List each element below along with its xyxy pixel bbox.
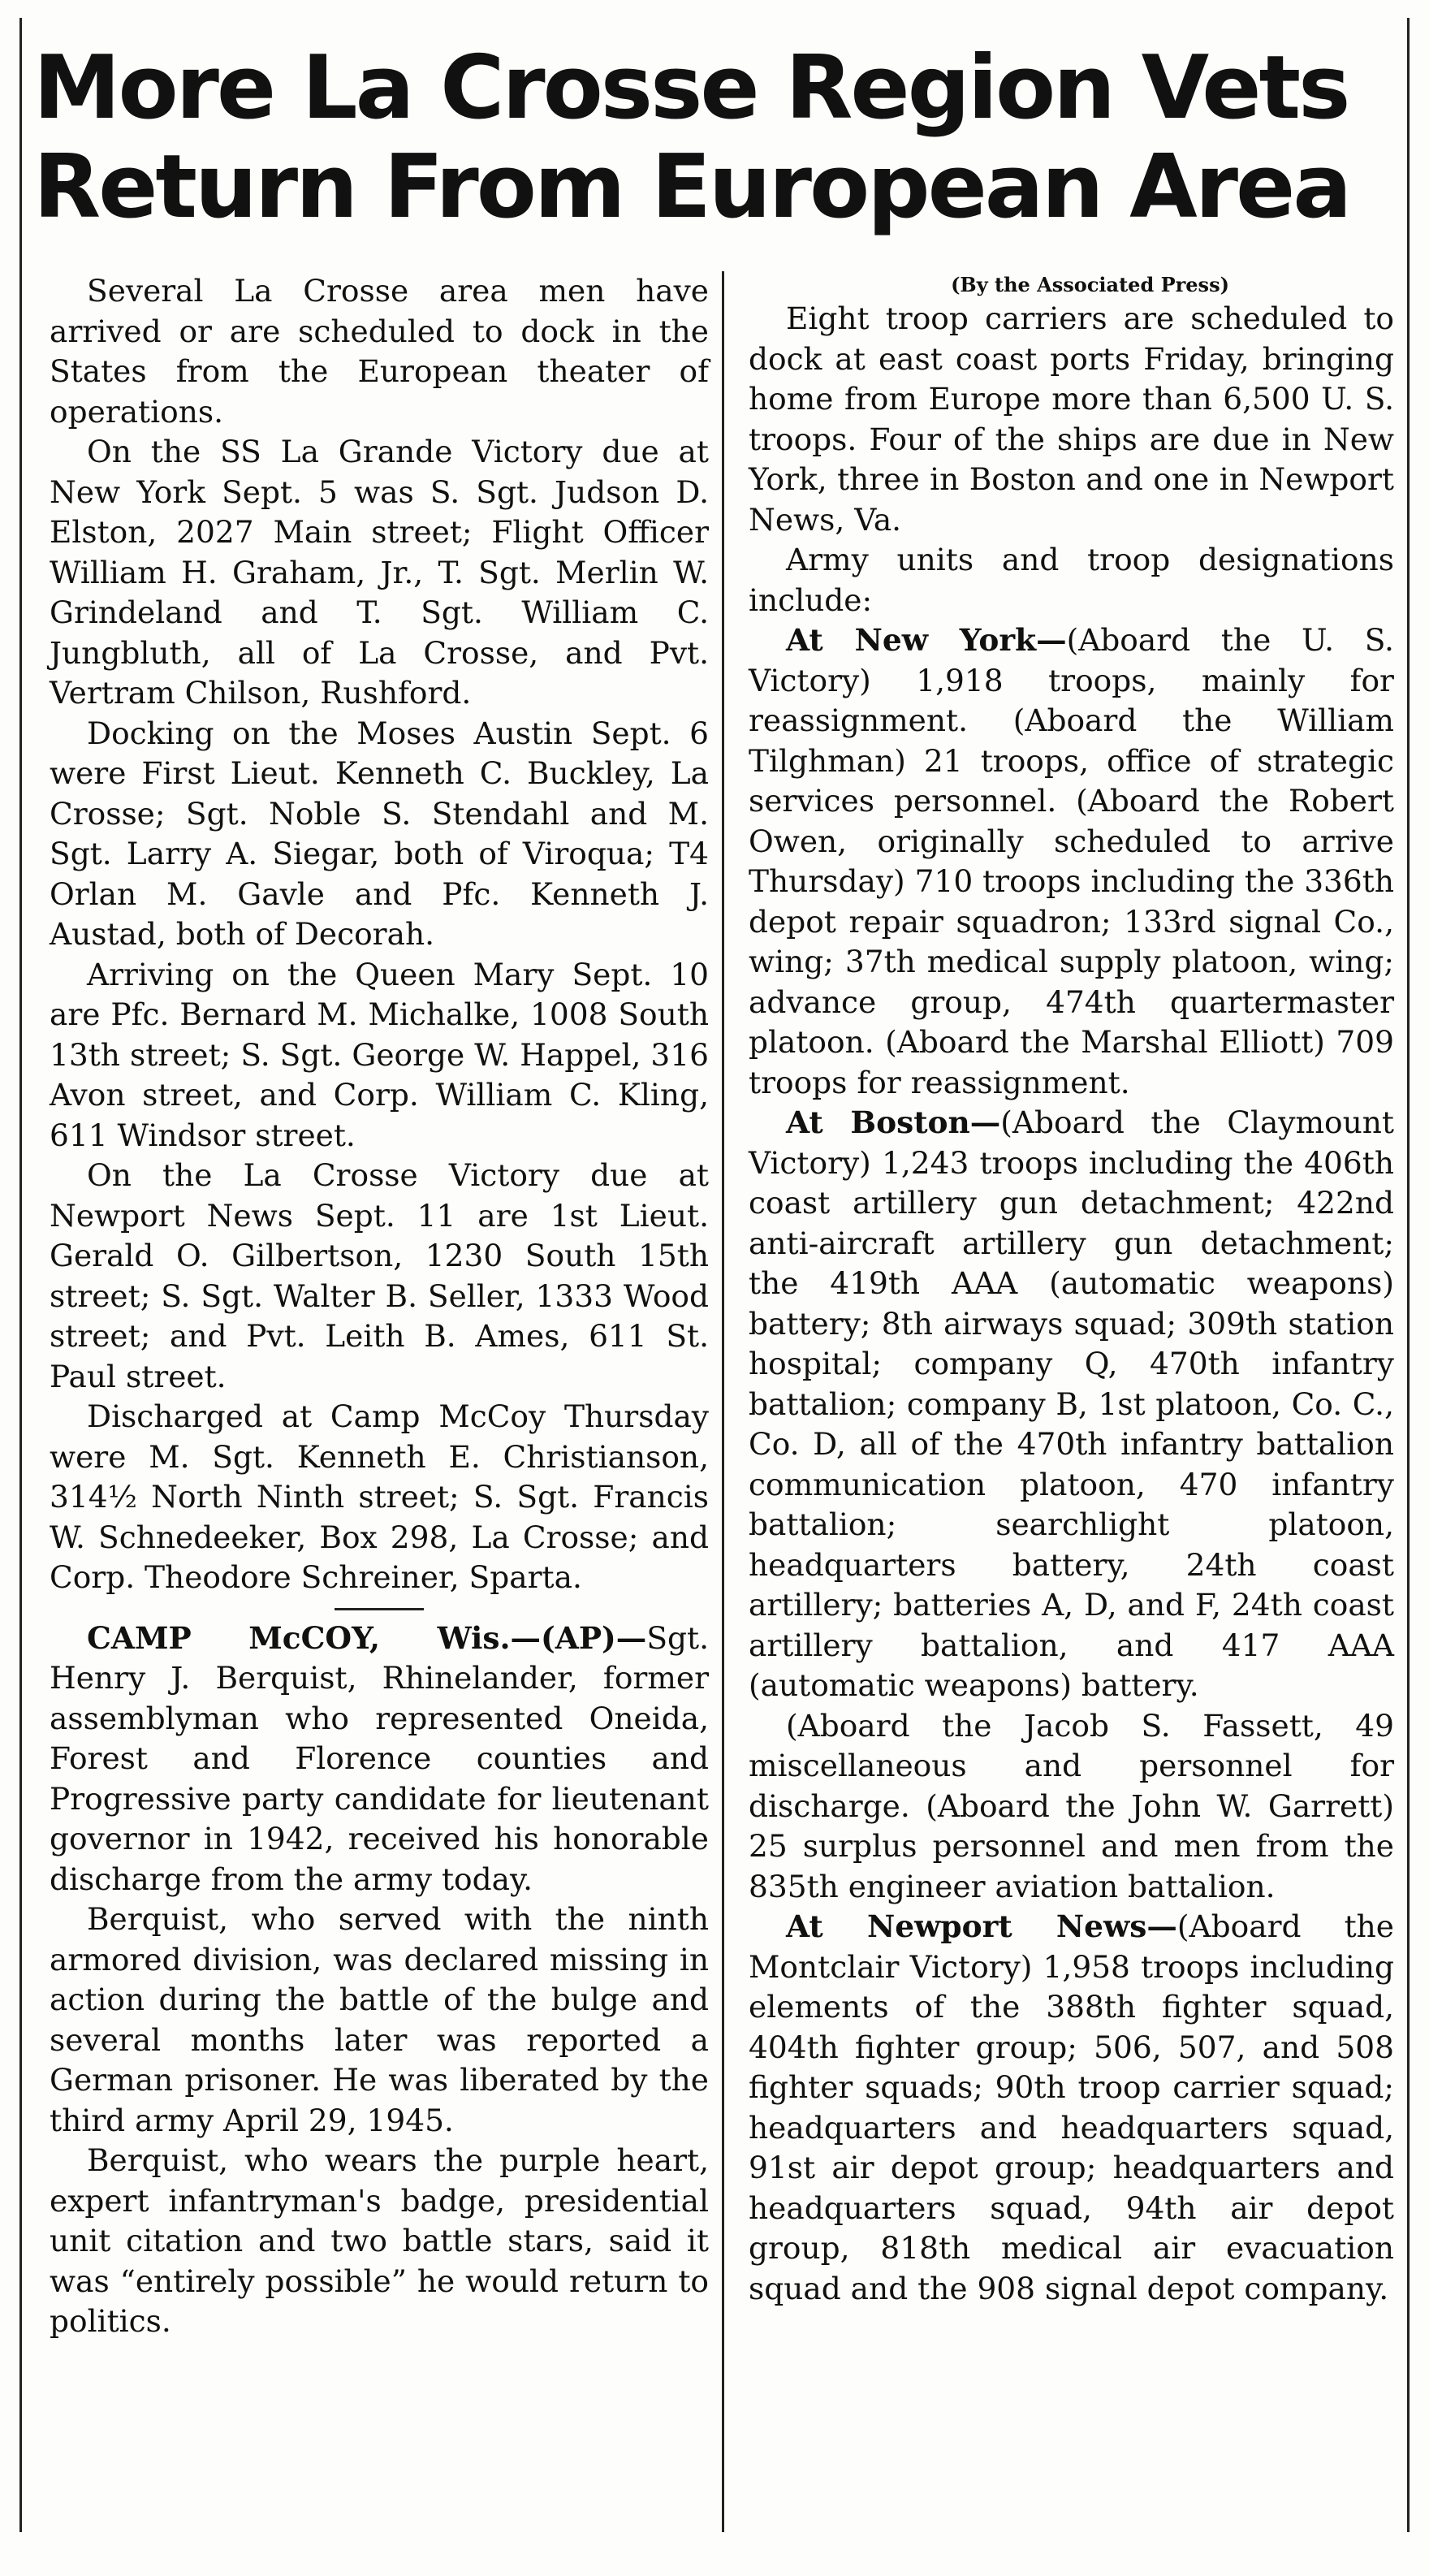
article-paragraph: Eight troop carriers are scheduled to dock at east coast ports Friday, bringing home from Europe more than 6,500 U. S. troops. Four of the ships are due in New York, three in Boston and one in Newport News, Va. — [749, 300, 1394, 538]
port-details: (Aboard the Claymount Victory) 1,243 troops including the 406th coast artillery gun detachment; 422nd anti-aircraft artillery gun detachment; the 419th AAA (automatic weapons) battery; 8th airways squad; 309th station hospital; company Q, 470th infantry battalion; company B, 1st platoon, Co. C., Co. D, all of the 470th infantry battalion communication platoon, 470 infantry battalion; searchlight platoon, headquarters battery, 24th coast artillery; batteries A, D, and F, 24th coast artillery battalion, and 417 AAA (automatic weapons) battery. — [749, 1104, 1394, 1703]
dateline: CAMP McCOY, Wis.—(AP)— — [87, 1619, 647, 1656]
port-details: (Aboard the Jacob S. Fassett, 49 miscellaneous and personnel for discharge. (Aboard the John W. Garrett) 25 surplus personnel and men from the 835th engineer aviation battalion. — [749, 1707, 1394, 1904]
article-paragraph: Berquist, who served with the ninth armored division, was declared missing in action during the battle of the bulge and several months later was reported a German prisoner. He was liberated by the third army April 29, 1945. — [50, 1901, 709, 2138]
article-paragraph: On the La Crosse Victory due at Newport News Sept. 11 are 1st Lieut. Gerald O. Gilbertson, 1230 South 15th street; S. Sgt. Walter B. Seller, 1333 Wood street; and Pvt. Leith B. Ames, 611 St. Paul street. — [50, 1157, 709, 1394]
article-paragraph: Army units and troop designations include: — [749, 542, 1394, 618]
story-lead: Sgt. Henry J. Berquist, Rhinelander, former assemblyman who represented Oneida, Forest and Florence counties and Progressive party candidate for lieutenant governor in 1942, received his honorable discharge from the army today. — [50, 1619, 709, 1897]
port-section — [749, 1103, 1394, 1706]
wire-credit: (By the Associated Press) — [951, 273, 1229, 296]
headline-line-1: More La Crosse Region Vets — [33, 37, 1349, 139]
port-section — [749, 620, 1394, 1103]
article-paragraph: Berquist, who wears the purple heart, expert infantryman's badge, presidential unit citation and two battle stars, said it was “entirely possible” he would return to politics. — [50, 2142, 709, 2339]
article-paragraph: Several La Crosse area men have arrived or are scheduled to dock in the States from the European theater of operations. — [50, 273, 709, 430]
newspaper-clipping — [19, 18, 1410, 2532]
article-paragraph — [50, 1619, 709, 1900]
story-divider — [335, 1608, 424, 1610]
port-location: At New York— — [786, 622, 1067, 658]
port-section — [749, 1706, 1394, 1908]
port-section — [749, 1907, 1394, 2309]
article-paragraph: On the SS La Grande Victory due at New York Sept. 5 was S. Sgt. Judson D. Elston, 2027 Main street; Flight Officer William H. Graham, Jr., T. Sgt. Merlin W. Grindeland and T. Sgt. William C. Jungbluth, all of La Crosse, and Pvt. Vertram Chilson, Rushford. — [50, 434, 709, 711]
port-location: At Newport News— — [786, 1908, 1177, 1944]
article-paragraph: Docking on the Moses Austin Sept. 6 were First Lieut. Kenneth C. Buckley, La Crosse; Sgt. Noble S. Stendahl and M. Sgt. Larry A. Siegar, both of Viroqua; T4 Orlan M. Gavle and Pfc. Kenneth J. Austad, both of Decorah. — [50, 715, 709, 952]
article-paragraph: Arriving on the Queen Mary Sept. 10 are Pfc. Bernard M. Michalke, 1008 South 13th street; S. Sgt. George W. Happel, 316 Avon street, and Corp. William C. Kling, 611 Windsor street. — [50, 956, 709, 1153]
headline-line-2: Return From European Area — [33, 136, 1350, 238]
article-columns — [22, 271, 1407, 2532]
headline — [22, 18, 1407, 237]
article-paragraph: Discharged at Camp McCoy Thursday were M. Sgt. Kenneth E. Christianson, 314½ North Ninth street; S. Sgt. Francis W. Schnedeeker, Box 298, La Crosse; and Corp. Theodore Schreiner, Sparta. — [50, 1398, 709, 1595]
right-column — [722, 271, 1407, 2532]
port-location: At Boston— — [786, 1104, 1001, 1140]
port-details: (Aboard the Montclair Victory) 1,958 troops including elements of the 388th fighter squad, 404th fighter group; 506, 507, and 508 fighter squads; 90th troop carrier squad; headquarters and headquarters squad, 91st air depot group; headquarters and headquarters squad, 94th air depot group, 818th medical air evacuation squad and the 908 signal depot company. — [749, 1908, 1394, 2306]
port-details: (Aboard the U. S. Victory) 1,918 troops, mainly for reassignment. (Aboard the William Tilghman) 21 troops, office of strategic services personnel. (Aboard the Robert Owen, originally scheduled to arrive Thursday) 710 troops including the 336th depot repair squadron; 133rd signal Co., wing; 37th medical supply platoon, wing; advance group, 474th quartermaster platoon. (Aboard the Marshal Elliott) 709 troops for reassignment. — [749, 622, 1394, 1100]
left-column — [22, 271, 722, 2532]
